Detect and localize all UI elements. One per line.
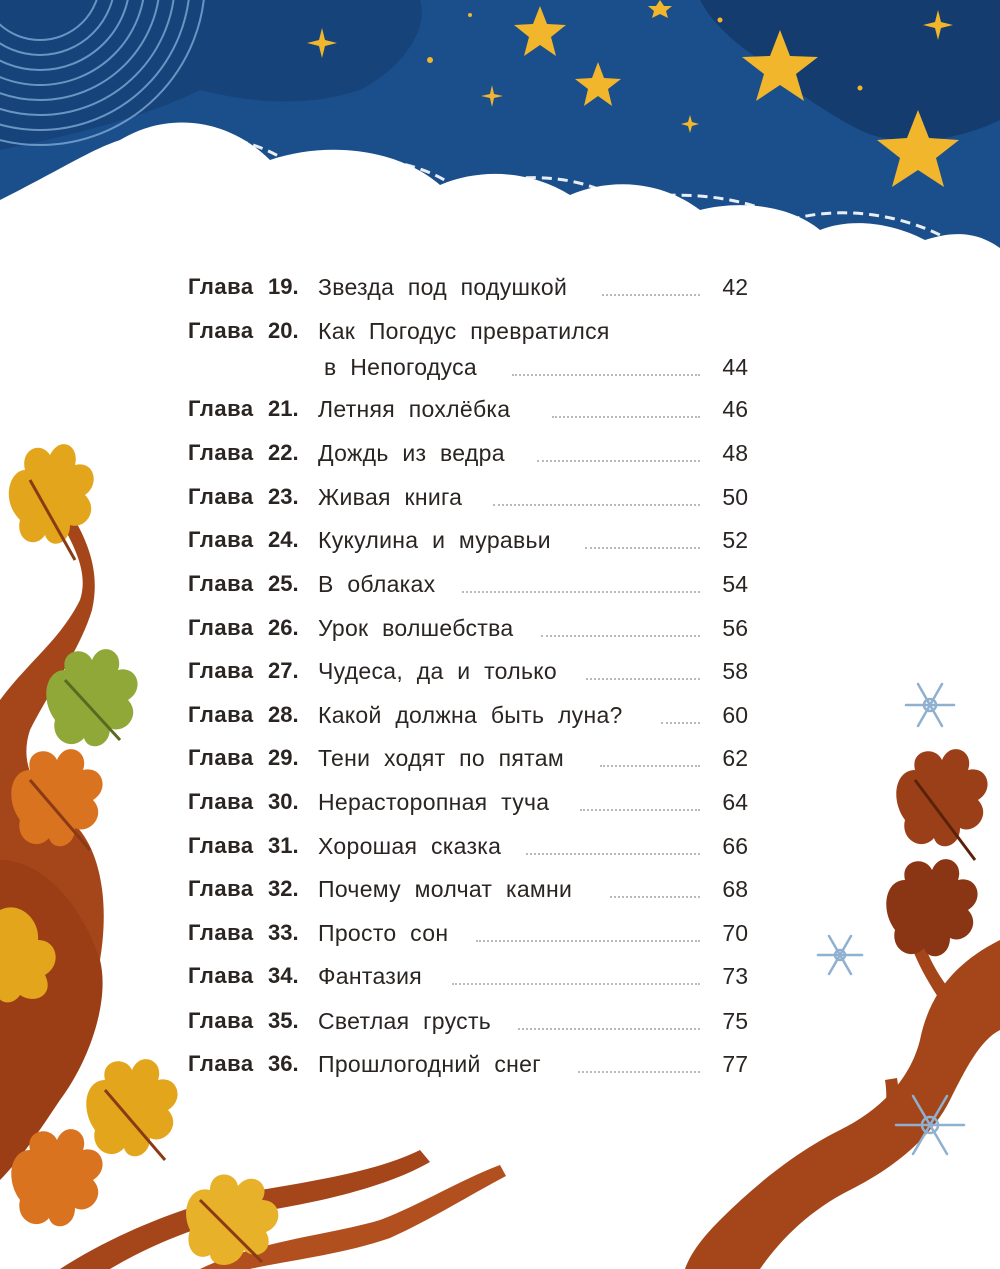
chapter-number: 32.	[268, 876, 299, 901]
leader-dots	[452, 983, 700, 985]
page-number: 44	[722, 354, 748, 380]
toc-entry	[188, 745, 748, 785]
chapter-title: Дождь из ведра	[318, 440, 505, 466]
chapter-number: 29.	[268, 745, 299, 770]
chapter-number: 35.	[268, 1008, 299, 1033]
leader-dots	[585, 547, 700, 549]
leader-dots	[602, 294, 700, 296]
chapter-label: Глава	[188, 1008, 254, 1033]
toc-entry	[188, 1051, 748, 1091]
toc-entry	[188, 963, 748, 1003]
page-number: 52	[722, 527, 748, 553]
leader-dots	[462, 591, 700, 593]
chapter-number: 30.	[268, 789, 299, 814]
chapter-title: В облаках	[318, 571, 436, 597]
leader-dots	[512, 374, 700, 376]
leader-dots	[476, 940, 700, 942]
leader-dots	[600, 765, 700, 767]
chapter-number: 36.	[268, 1051, 299, 1076]
page-number: 48	[722, 440, 748, 466]
page-number: 46	[722, 396, 748, 422]
chapter-number: 23.	[268, 484, 299, 509]
leader-dots	[552, 416, 700, 418]
chapter-title: Просто сон	[318, 920, 449, 946]
chapter-label: Глава	[188, 876, 254, 901]
toc-entry	[188, 318, 748, 398]
chapter-title: Чудеса, да и только	[318, 658, 557, 684]
toc-entry	[188, 833, 748, 873]
page-number: 77	[722, 1051, 748, 1077]
chapter-label: Глава	[188, 745, 254, 770]
chapter-label: Глава	[188, 484, 254, 509]
chapter-label: Глава	[188, 920, 254, 945]
toc-entry	[188, 615, 748, 655]
chapter-title: Светлая грусть	[318, 1008, 492, 1034]
chapter-number: 22.	[268, 440, 299, 465]
toc-entry	[188, 396, 748, 436]
chapter-label: Глава	[188, 396, 254, 421]
chapter-title-continued: в Непогодуса	[324, 354, 477, 380]
chapter-label: Глава	[188, 615, 254, 640]
leader-dots	[526, 853, 700, 855]
chapter-title: Летняя похлёбка	[318, 396, 511, 422]
toc-entry	[188, 789, 748, 829]
toc-entry	[188, 274, 748, 314]
toc-entry	[188, 876, 748, 916]
leader-dots	[537, 460, 700, 462]
chapter-title: Живая книга	[318, 484, 463, 510]
chapter-number: 24.	[268, 527, 299, 552]
chapter-title: Нерасторопная туча	[318, 789, 550, 815]
chapter-title: Фантазия	[318, 963, 423, 989]
chapter-number: 21.	[268, 396, 299, 421]
chapter-number: 33.	[268, 920, 299, 945]
page-number: 64	[722, 789, 748, 815]
chapter-label: Глава	[188, 440, 254, 465]
chapter-title: Звезда под подушкой	[318, 274, 568, 300]
chapter-title: Кукулина и муравьи	[318, 527, 551, 553]
chapter-number: 28.	[268, 702, 299, 727]
page-number: 66	[722, 833, 748, 859]
chapter-title: Какой должна быть луна?	[318, 702, 623, 728]
page-number: 42	[722, 274, 748, 300]
toc-entry	[188, 484, 748, 524]
chapter-title: Прошлогодний снег	[318, 1051, 541, 1077]
page-number: 73	[722, 963, 748, 989]
leader-dots	[578, 1071, 700, 1073]
chapter-label: Глава	[188, 274, 254, 299]
leader-dots	[661, 722, 700, 724]
page-number: 54	[722, 571, 748, 597]
toc-entry	[188, 920, 748, 960]
toc-entry	[188, 571, 748, 611]
chapter-label: Глава	[188, 658, 254, 683]
chapter-number: 25.	[268, 571, 299, 596]
chapter-number: 20.	[268, 318, 299, 343]
leader-dots	[518, 1028, 700, 1030]
page-number: 56	[722, 615, 748, 641]
toc-entry	[188, 1008, 748, 1048]
leader-dots	[541, 635, 700, 637]
page-number: 68	[722, 876, 748, 902]
chapter-number: 31.	[268, 833, 299, 858]
chapter-label: Глава	[188, 318, 254, 343]
leader-dots	[586, 678, 700, 680]
chapter-label: Глава	[188, 963, 254, 988]
chapter-number: 34.	[268, 963, 299, 988]
chapter-title: Хорошая сказка	[318, 833, 502, 859]
leader-dots	[610, 896, 700, 898]
chapter-number: 26.	[268, 615, 299, 640]
chapter-label: Глава	[188, 527, 254, 552]
leader-dots	[493, 504, 700, 506]
chapter-title: Тени ходят по пятам	[318, 745, 564, 771]
chapter-label: Глава	[188, 702, 254, 727]
chapter-label: Глава	[188, 789, 254, 814]
page-number: 75	[722, 1008, 748, 1034]
page-number: 70	[722, 920, 748, 946]
chapter-title: Урок волшебства	[318, 615, 514, 641]
chapter-label: Глава	[188, 571, 254, 596]
page-number: 60	[722, 702, 748, 728]
chapter-number: 27.	[268, 658, 299, 683]
chapter-title: Как Погодус превратился	[318, 318, 610, 344]
page-number: 50	[722, 484, 748, 510]
toc-entry	[188, 658, 748, 698]
leader-dots	[580, 809, 700, 811]
toc-entry	[188, 440, 748, 480]
chapter-title: Почему молчат камни	[318, 876, 573, 902]
page-number: 58	[722, 658, 748, 684]
toc-entry	[188, 702, 748, 742]
toc-entry	[188, 527, 748, 567]
chapter-label: Глава	[188, 1051, 254, 1076]
chapter-label: Глава	[188, 833, 254, 858]
page-number: 62	[722, 745, 748, 771]
chapter-number: 19.	[268, 274, 299, 299]
